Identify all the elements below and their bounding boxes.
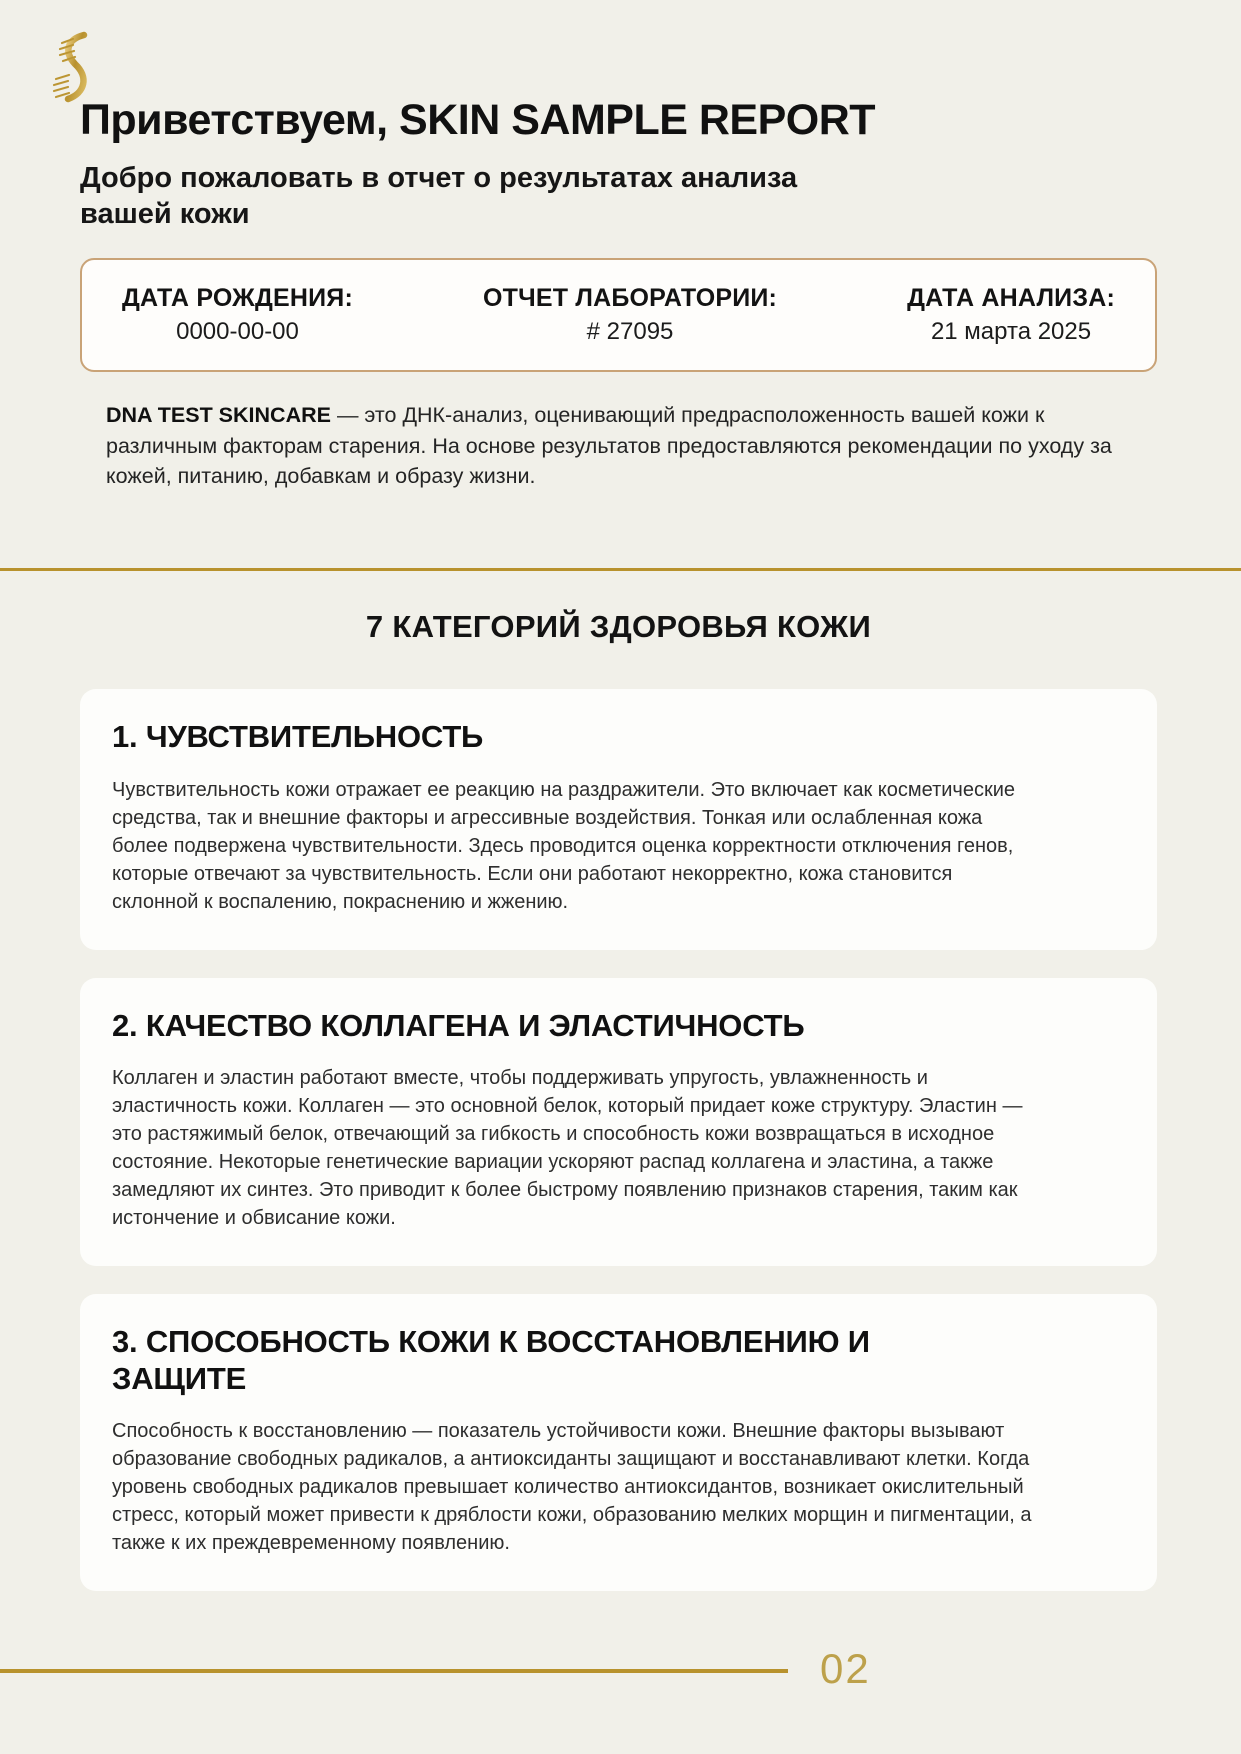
category-card-repair xyxy=(80,1294,1157,1591)
card-body: Коллаген и эластин работают вместе, чтобы поддерживать упругость, увлажненность и эластичность кожи. Коллаген — это основной белок, который придает коже структуру. Эластин — это растяжимый белок, отвечающий за гибкость и способность кожи возвращаться в исходное состояние. Некоторые генетические вариации ускоряют распад коллагена и эластина, а также замедляют их синтез. Это приводит к более быстрому появлению признаков старения, таким как истончение и обвисание кожи. xyxy=(112,1067,1023,1230)
card-body: Чувствительность кожи отражает ее реакцию на раздражители. Это включает как косметические средства, так и внешние факторы и агрессивные воздействия. Тонкая или ослабленная кожа более подвержена чувствительности. Здесь проводится оценка корректности отключения генов, которые отвечают за чувствительность. Если они работают некорректно, кожа становится склонной к воспалению, покраснению и жжению. xyxy=(112,778,1016,913)
category-card-collagen xyxy=(80,978,1157,1267)
report-info-box xyxy=(80,258,1157,372)
section-title: 7 КАТЕГОРИЙ ЗДОРОВЬЯ КОЖИ xyxy=(365,609,872,645)
card-title: 3. СПОСОБНОСТЬ КОЖИ К ВОССТАНОВЛЕНИЮ И ЗАЩИТЕ xyxy=(112,1324,870,1396)
page-number: 02 xyxy=(820,1645,871,1692)
lab-report-value: # 27095 xyxy=(586,317,674,345)
category-card-sensitivity xyxy=(80,689,1157,950)
gold-divider xyxy=(0,568,1241,571)
lab-report-label: ОТЧЕТ ЛАБОРАТОРИИ: xyxy=(482,283,778,312)
analysis-date-item xyxy=(907,284,1115,346)
footer-gold-line xyxy=(0,1669,788,1673)
card-body: Способность к восстановлению — показатель устойчивости кожи. Внешние факторы вызывают образование свободных радикалов, а антиоксиданты защищают и восстанавливают клетки. Когда уровень свободных радикалов превышает количество антиоксидантов, возникает окислительный стресс, который может привести к дряблости кожи, образованию мелких морщин и пигментации, а также к их преждевременному появлению. xyxy=(112,1420,1032,1555)
intro-paragraph xyxy=(106,400,1141,492)
birth-date-label: ДАТА РОЖДЕНИЯ: xyxy=(122,283,353,312)
brand-logo xyxy=(44,30,108,108)
analysis-date-label: ДАТА АНАЛИЗА: xyxy=(907,283,1115,312)
analysis-date-value: 21 марта 2025 xyxy=(930,317,1092,345)
intro-lead: DNA TEST SKINCARE xyxy=(106,402,331,427)
birth-date-item xyxy=(122,284,353,346)
card-title: 1. ЧУВСТВИТЕЛЬНОСТЬ xyxy=(112,719,484,755)
card-title: 2. КАЧЕСТВО КОЛЛАГЕНА И ЭЛАСТИЧНОСТЬ xyxy=(112,1007,805,1043)
page-title: Приветствуем, SKIN SAMPLE REPORT xyxy=(80,96,876,144)
lab-report-item xyxy=(483,284,777,346)
header-section xyxy=(0,0,1241,492)
dna-helix-icon xyxy=(44,30,108,108)
category-cards xyxy=(80,689,1157,1591)
birth-date-value: 0000-00-00 xyxy=(176,317,299,345)
categories-section xyxy=(0,609,1241,1591)
page-subtitle: Добро пожаловать в отчет о результатах анализа вашей кожи xyxy=(80,162,798,230)
intro-text: — это ДНК-анализ, оценивающий предрасположенность вашей кожи к различным факторам старения. На основе результатов предоставляются рекомендации по уходу за кожей, питанию, добавкам и образу жизни. xyxy=(106,402,1112,489)
